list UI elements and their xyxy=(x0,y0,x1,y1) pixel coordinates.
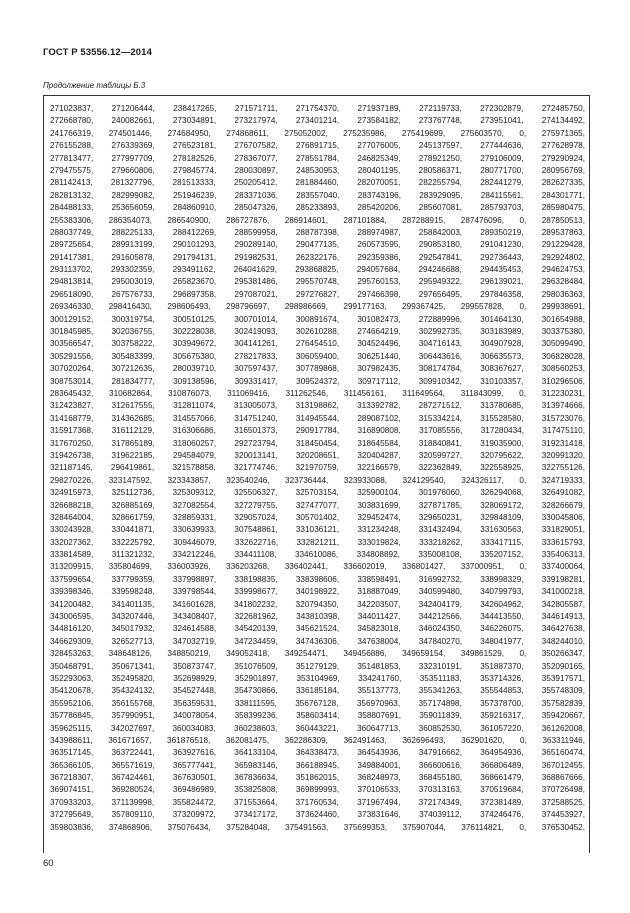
table-row: 321187145, 296419861, 321578858, 321774746, 321970759, 322166579, 322362849, 322558925, 322755126, xyxy=(50,463,585,473)
table-row: 344816120, 345017932, 324614588, 345420139, 345621524, 345823018, 346024350, 346226075, 346427638, xyxy=(50,624,585,634)
table-row: 319426738, 319622185, 294584079, 320013141, 320208651, 320404287, 320599727, 320795622, 320991320, xyxy=(50,450,585,460)
table-row: 372795649, 357809110, 373209972, 373417172, 373624460, 373831646, 374039112, 374246476, 374453927, xyxy=(50,810,585,820)
table-row: 283645432, 310682864, 310876073, 311069416, 311262546, 311456161, 311649564, 311843099, 0, 312230231, xyxy=(50,388,585,398)
table-row: 343006595, 343207446, 343408407, 322681962, 343810398, 344011427, 344212566, 344413550, 344614913, xyxy=(50,612,585,622)
table-row: 317670250, 317865189, 318060257, 292723794, 318450454, 318645584, 318840841, 319035900, 319231418, xyxy=(50,438,585,448)
table-row: 328464004, 328661759, 328859331, 329057024, 305701402, 329452474, 329650231, 329848109, 330045806, xyxy=(50,512,585,522)
table-row: 300129152, 300319754, 300510125, 300701014, 300891674, 301082473, 272889996, 301464130, 301654988, xyxy=(50,314,585,324)
table-row: 370933203, 371139998, 355824472, 371553664, 371760534, 371967494, 372174349, 372381489, 372588525, xyxy=(50,797,585,807)
page-header: ГОСТ Р 53556.12—2014 xyxy=(43,47,152,58)
data-table xyxy=(43,95,590,853)
table-row: 363517145, 363722441, 363927616, 364133104, 364338473, 364543936, 347916662, 364954936, 365160474, xyxy=(50,748,585,758)
table-row: 294813814, 295003019, 265823670, 295381486, 295570748, 295760153, 295949322, 296139021, 296328484, xyxy=(50,277,585,287)
table-row: 324915973, 325112736, 325309312, 325506327, 325703154, 325900104, 301976060, 326294068, 326491082, xyxy=(50,488,585,498)
table-row: 367218307, 367424461, 367630501, 367836634, 351862015, 368248973, 368455180, 368661479, 368867666, xyxy=(50,773,585,783)
table-row: 369074151, 369280524, 369486989, 353825808, 369899993, 370106533, 370313163, 370519684, 370726498, xyxy=(50,785,585,795)
table-row: 296518090, 267576733, 296897358, 297087021, 297276827, 297466398, 297656495, 297846358, 298036363, xyxy=(50,289,585,299)
table-row: 276155288, 276339369, 276523181, 276707582, 276891715, 277076005, 245137597, 277444636, 277628978, xyxy=(50,141,585,151)
table-row: 241766319, 274501446, 274684950, 274868611, 275052002, 275235986, 275419699, 275603570, 0, 275971365, xyxy=(50,128,585,138)
table-row: 289725654, 289913199, 290101293, 290289140, 290477135, 260573595, 290853180, 291041230, 291229428, xyxy=(50,240,585,250)
table-row: 271023837, 271206444, 238417265, 271571711, 271754370, 271937189, 272119733, 272302879, 272485750, xyxy=(50,104,585,113)
table-row: 341200482, 341401135, 341601628, 341802232, 320794350, 342203507, 342404179, 342604962, 342805587, xyxy=(50,599,585,609)
table-row: 314168779, 314362685, 314557066, 314751240, 314945544, 289087102, 315334214, 315528580, 315723076, xyxy=(50,413,585,423)
table-row: 277813477, 277997709, 278182526, 278367077, 278551784, 246825349, 278921250, 279106009, 279290924, xyxy=(50,153,585,163)
table-row: 352293063, 352495820, 352698929, 352901897, 353104969, 334241760, 353511183, 353714326, 353917571, xyxy=(50,673,585,683)
table-row: 269346330, 298416430, 298606493, 298796697, 298986669, 299177163, 299367425, 299557828, 0, 299938691, xyxy=(50,302,585,312)
table-row: 288037749, 288225133, 288412269, 288599958, 288787398, 288974987, 258842003, 289350219, 289537863, xyxy=(50,227,585,237)
table-continuation-caption: Продолжение таблицы Б.3 xyxy=(43,81,146,90)
table-row: 305291556, 305483399, 305675380, 278217833, 306059400, 306251440, 306443616, 306635573, 306828028, xyxy=(50,351,585,361)
table-row: 284488133, 253656059, 284860910, 285047326, 285233893, 285420206, 285607081, 285793703, 285980475, xyxy=(50,203,585,213)
table-row: 339398346, 339598248, 339798544, 339998677, 340198922, 318887049, 340599480, 340799793, 341000218, xyxy=(50,587,585,597)
table-row: 350468791, 350671341, 350873747, 351076509, 351279129, 351481853, 332310191, 351887370, 352090165, xyxy=(50,661,585,671)
table-row: 354120678, 354324132, 354527448, 354730866, 336185184, 355137773, 355341263, 355544853, 355748309, xyxy=(50,686,585,696)
table-row: 312423827, 312617555, 312811074, 313005073, 313198862, 313392782, 287271512, 313780685, 313974666, xyxy=(50,401,585,411)
table-row: 282813132, 282999082, 251946239, 283371036, 283557040, 283743196, 283929095, 284115561, 284301771, xyxy=(50,190,585,200)
table-row: 357786845, 357990951, 340078054, 358399236, 358603414, 358807691, 359011839, 359216317, 359420667, xyxy=(50,711,585,721)
table-row: 315917368, 316112129, 316306686, 316501373, 290917784, 316890808, 317085556, 317280434, 317475110, xyxy=(50,426,585,436)
table-row: 326688218, 326885169, 327082554, 327279755, 327477077, 303831699, 327871785, 328069172, 328266679, xyxy=(50,500,585,510)
table-row: 279475575, 279660806, 279845774, 280030897, 248530953, 280401195, 280586371, 280771700, 280956769, xyxy=(50,165,585,175)
table-row: 332027362, 332225792, 309446079, 332622716, 332821211, 333019824, 333218262, 333417115, 333615793, xyxy=(50,537,585,547)
table-row: 272668780, 240082661, 273034891, 273217974, 273401214, 273584182, 273767748, 273951041, 274134492, xyxy=(50,116,585,126)
table-row: 303566547, 303758222, 303949672, 304141261, 276454510, 304524496, 304716143, 304907928, 305099490, xyxy=(50,339,585,349)
table-row: 359625115, 342027697, 360034083, 360238603, 360443221, 360647713, 360852530, 361057220, 361262008, xyxy=(50,723,585,733)
table-row: 333814589, 311321232, 334212246, 334411108, 334610086, 334808892, 335008108, 335207152, 335406313, xyxy=(50,550,585,560)
table-row: 346629309, 326527713, 347032719, 347234459, 347436306, 347638004, 347840270, 348041977, 348244010, xyxy=(50,636,585,646)
table-row: 343988611, 361671657, 361876518, 362081475, 362286309, 362491463, 362696493, 362901620, 0, 363311946, xyxy=(50,735,585,745)
table-rows xyxy=(50,103,585,834)
table-row: 359803836, 374868906, 375076434, 375284048, 375491563, 375699353, 375907044, 376114821, 0, 376530452, xyxy=(50,822,585,832)
table-row: 281142413, 281327796, 281513333, 250205412, 281884460, 282070051, 282255794, 282441279, 282627335, xyxy=(50,178,585,188)
table-row: 313209915, 335804699, 336003926, 336203268, 336402441, 336602019, 336801427, 337000951, 0, 337400064, xyxy=(50,562,585,572)
table-row: 291417381, 291605878, 291794131, 291982531, 262322176, 292359386, 292547841, 292736443, 292924802, xyxy=(50,252,585,262)
table-row: 365366105, 365571619, 365777441, 365983146, 366188945, 349884001, 366600616, 366806489, 367012455, xyxy=(50,760,585,770)
table-row: 301845985, 302036755, 302228038, 302419093, 302610288, 274664219, 302992735, 303183989, 303375380, xyxy=(50,327,585,337)
table-row: 308753014, 281834777, 309138596, 309331417, 309524372, 309717112, 309910342, 310103357, 310296506, xyxy=(50,376,585,386)
table-row: 293113702, 293302359, 293491162, 264041629, 293868825, 294057684, 294246688, 294435453, 294624753, xyxy=(50,265,585,275)
table-row: 328453263, 348648126, 348850219, 349052418, 349254471, 349456886, 349659154, 349861529, 0, 350266347, xyxy=(50,649,585,659)
table-row: 355952106, 356155768, 356359531, 338111595, 356767128, 356970963, 357174898, 357378700, 357582839, xyxy=(50,698,585,708)
page-number: 60 xyxy=(43,858,54,869)
table-row: 330243928, 330441871, 330639933, 307548861, 331036121, 331234248, 331432494, 331630563, 331829051, xyxy=(50,525,585,535)
table-row: 337599654, 337799359, 337998897, 338198835, 338398606, 338598491, 316992732, 338998329, 339198281, xyxy=(50,574,585,584)
table-row: 298270226, 323147592, 323343857, 323540246, 323736444, 323933088, 324129540, 324326117, 0, 324719333, xyxy=(50,475,585,485)
table-row: 307020264, 307212635, 280039710, 307597437, 307789868, 307982435, 308174784, 308367627, 308560253, xyxy=(50,364,585,374)
table-row: 255383306, 286354073, 286540900, 286727876, 286914601, 287101884, 287288915, 287476096, 0, 287850513, xyxy=(50,215,585,225)
